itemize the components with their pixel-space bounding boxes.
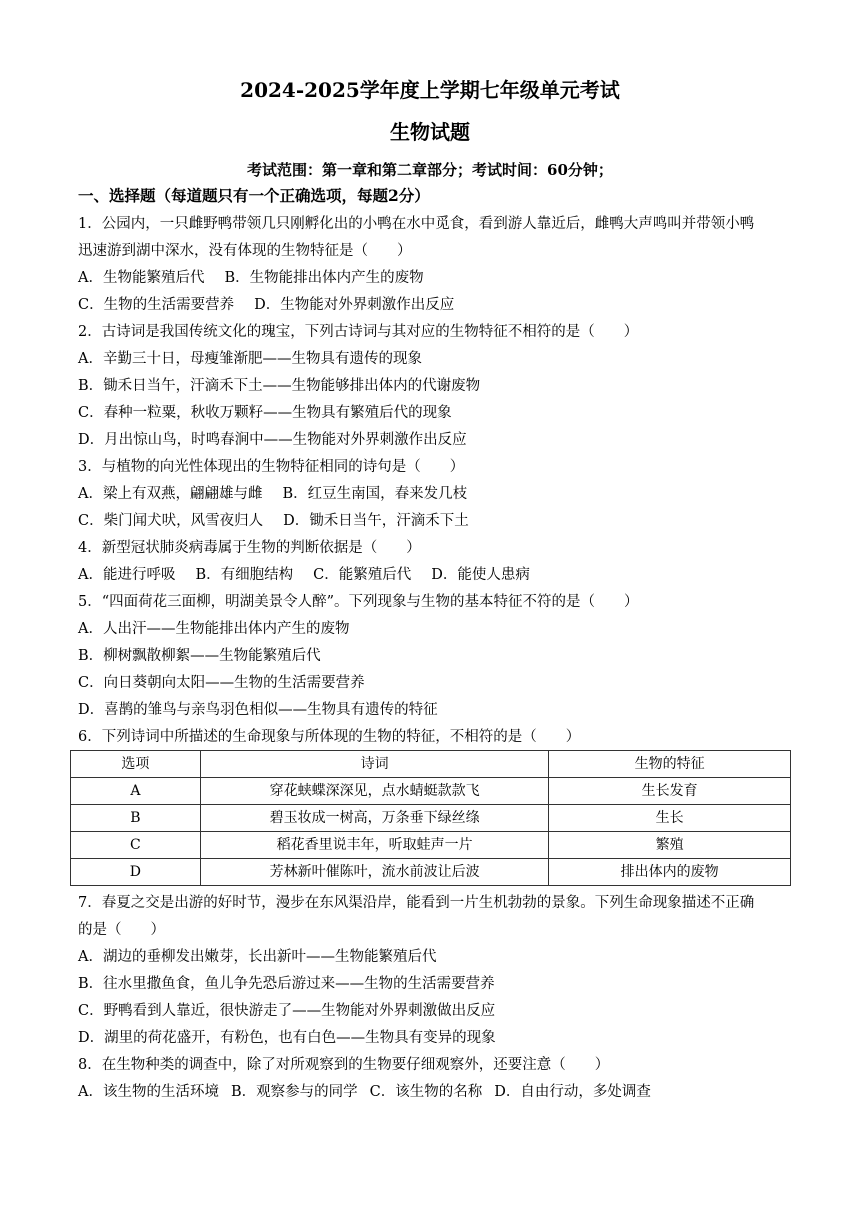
q8-option-a: A．该生物的生活环境: [78, 1084, 219, 1100]
q6-header-option: 选项: [71, 751, 201, 778]
exam-subtitle: 生物试题: [390, 120, 470, 144]
q8-option-b: B．观察参与的同学: [230, 1084, 358, 1100]
q8-option-d: D．自由行动，多处调查: [494, 1084, 651, 1100]
q2-option-d: D．月出惊山鸟，时鸣春涧中——生物能对外界刺激作出反应: [78, 432, 467, 448]
q3-option-c: C．柴门闻犬吠，风雪夜归人: [78, 513, 264, 529]
q1-option-c: C．生物的生活需要营养: [78, 297, 235, 313]
q1-stem-line1: 1．公园内，一只雌野鸭带领几只刚孵化出的小鸭在水中觅食，看到游人靠近后，雌鸭大声鸣叫并带领小鸭: [78, 216, 755, 232]
table-row: [71, 832, 791, 859]
q6-cell-feature: 繁殖: [549, 832, 791, 859]
q3-stem: 3．与植物的向光性体现出的生物特征相同的诗句是（ ）: [78, 459, 465, 475]
q1-option-a: A．生物能繁殖后代: [78, 270, 205, 286]
q6-cell-feature: 生长: [549, 805, 791, 832]
q7-option-b: B．往水里撒鱼食，鱼儿争先恐后游过来——生物的生活需要营养: [78, 976, 495, 992]
q4-option-b: B．有细胞结构: [195, 567, 294, 583]
q6-stem: 6．下列诗词中所描述的生命现象与所体现的生物的特征，不相符的是（ ）: [78, 729, 581, 745]
q7-option-a: A．湖边的垂柳发出嫩芽，长出新叶——生物能繁殖后代: [78, 949, 437, 965]
q5-option-d: D．喜鹊的雏鸟与亲鸟羽色相似——生物具有遗传的特征: [78, 702, 438, 718]
q7-option-d: D．湖里的荷花盛开，有粉色，也有白色——生物具有变异的现象: [78, 1030, 496, 1046]
q3-option-d: D．锄禾日当午，汗滴禾下土: [283, 513, 469, 529]
q4-option-a: A．能进行呼吸: [78, 567, 176, 583]
q2-option-c: C．春种一粒粟，秋收万颗籽——生物具有繁殖后代的现象: [78, 405, 452, 421]
q1-option-b: B．生物能排出体内产生的废物: [224, 270, 424, 286]
q3-options-row1: [78, 484, 467, 504]
q4-option-c: C．能繁殖后代: [313, 567, 412, 583]
q5-option-a: A．人出汗——生物能排出体内产生的废物: [78, 621, 350, 637]
q2-option-b: B．锄禾日当午，汗滴禾下土——生物能够排出体内的代谢废物: [78, 378, 481, 394]
q4-options-row: [78, 565, 530, 585]
q8-stem: 8．在生物种类的调查中，除了对所观察到的生物要仔细观察外，还要注意（ ）: [78, 1057, 610, 1073]
q6-cell-option: C: [71, 832, 201, 859]
q6-cell-feature: 生长发育: [549, 778, 791, 805]
table-row: [71, 805, 791, 832]
q3-option-a: A．梁上有双燕，翩翩雄与雌: [78, 486, 263, 502]
q6-table-header-row: [71, 751, 791, 778]
section-title: 一、选择题（每道题只有一个正确选项，每题2分）: [78, 186, 430, 205]
q1-options-row1: [78, 268, 424, 288]
q2-stem: 2．古诗词是我国传统文化的瑰宝，下列古诗词与其对应的生物特征不相符的是（ ）: [78, 324, 639, 340]
table-row: [71, 859, 791, 886]
q4-stem: 4．新型冠状肺炎病毒属于生物的判断依据是（ ）: [78, 540, 421, 556]
q6-header-poem: 诗词: [200, 751, 549, 778]
q6-cell-poem: 碧玉妆成一树高，万条垂下绿丝绦: [200, 805, 549, 832]
q6-cell-option: D: [71, 859, 201, 886]
exam-title: 2024-2025学年度上学期七年级单元考试: [240, 78, 620, 102]
q7-option-c: C．野鸭看到人靠近，很快游走了——生物能对外界刺激做出反应: [78, 1003, 496, 1019]
q6-cell-poem: 芳林新叶催陈叶，流水前波让后波: [200, 859, 549, 886]
q1-options-row2: [78, 295, 454, 315]
q4-option-d: D．能使人患病: [431, 567, 530, 583]
q7-stem-line2: 的是（ ）: [78, 922, 165, 938]
q7-stem-line1: 7．春夏之交是出游的好时节，漫步在东风渠沿岸，能看到一片生机勃勃的景象。下列生命现象描述不正确: [78, 895, 755, 911]
q5-option-b: B．柳树飘散柳絮——生物能繁殖后代: [78, 648, 321, 664]
q6-cell-poem: 穿花蛱蝶深深见，点水蜻蜓款款飞: [200, 778, 549, 805]
q6-cell-feature: 排出体内的废物: [549, 859, 791, 886]
q3-option-b: B．红豆生南国，春来发几枝: [282, 486, 468, 502]
q2-option-a: A．辛勤三十日，母瘦雏渐肥——生物具有遗传的现象: [78, 351, 422, 367]
q6-cell-option: B: [71, 805, 201, 832]
q1-option-d: D．生物能对外界刺激作出反应: [254, 297, 455, 313]
table-row: [71, 778, 791, 805]
q5-option-c: C．向日葵朝向太阳——生物的生活需要营养: [78, 675, 365, 691]
q8-option-c: C．该生物的名称: [369, 1084, 483, 1100]
q3-options-row2: [78, 511, 469, 531]
q1-stem-line2: 迅速游到湖中深水，没有体现的生物特征是（ ）: [78, 243, 412, 259]
q8-options-row: [78, 1082, 651, 1102]
q6-cell-poem: 稻花香里说丰年，听取蛙声一片: [200, 832, 549, 859]
q5-stem: 5．“四面荷花三面柳，明湖美景令人醉”。下列现象与生物的基本特征不符的是（ ）: [78, 594, 639, 610]
q6-header-feature: 生物的特征: [549, 751, 791, 778]
q6-table: [70, 750, 791, 886]
q6-cell-option: A: [71, 778, 201, 805]
exam-scope: 考试范围：第一章和第二章部分；考试时间：60分钟；: [247, 161, 613, 179]
